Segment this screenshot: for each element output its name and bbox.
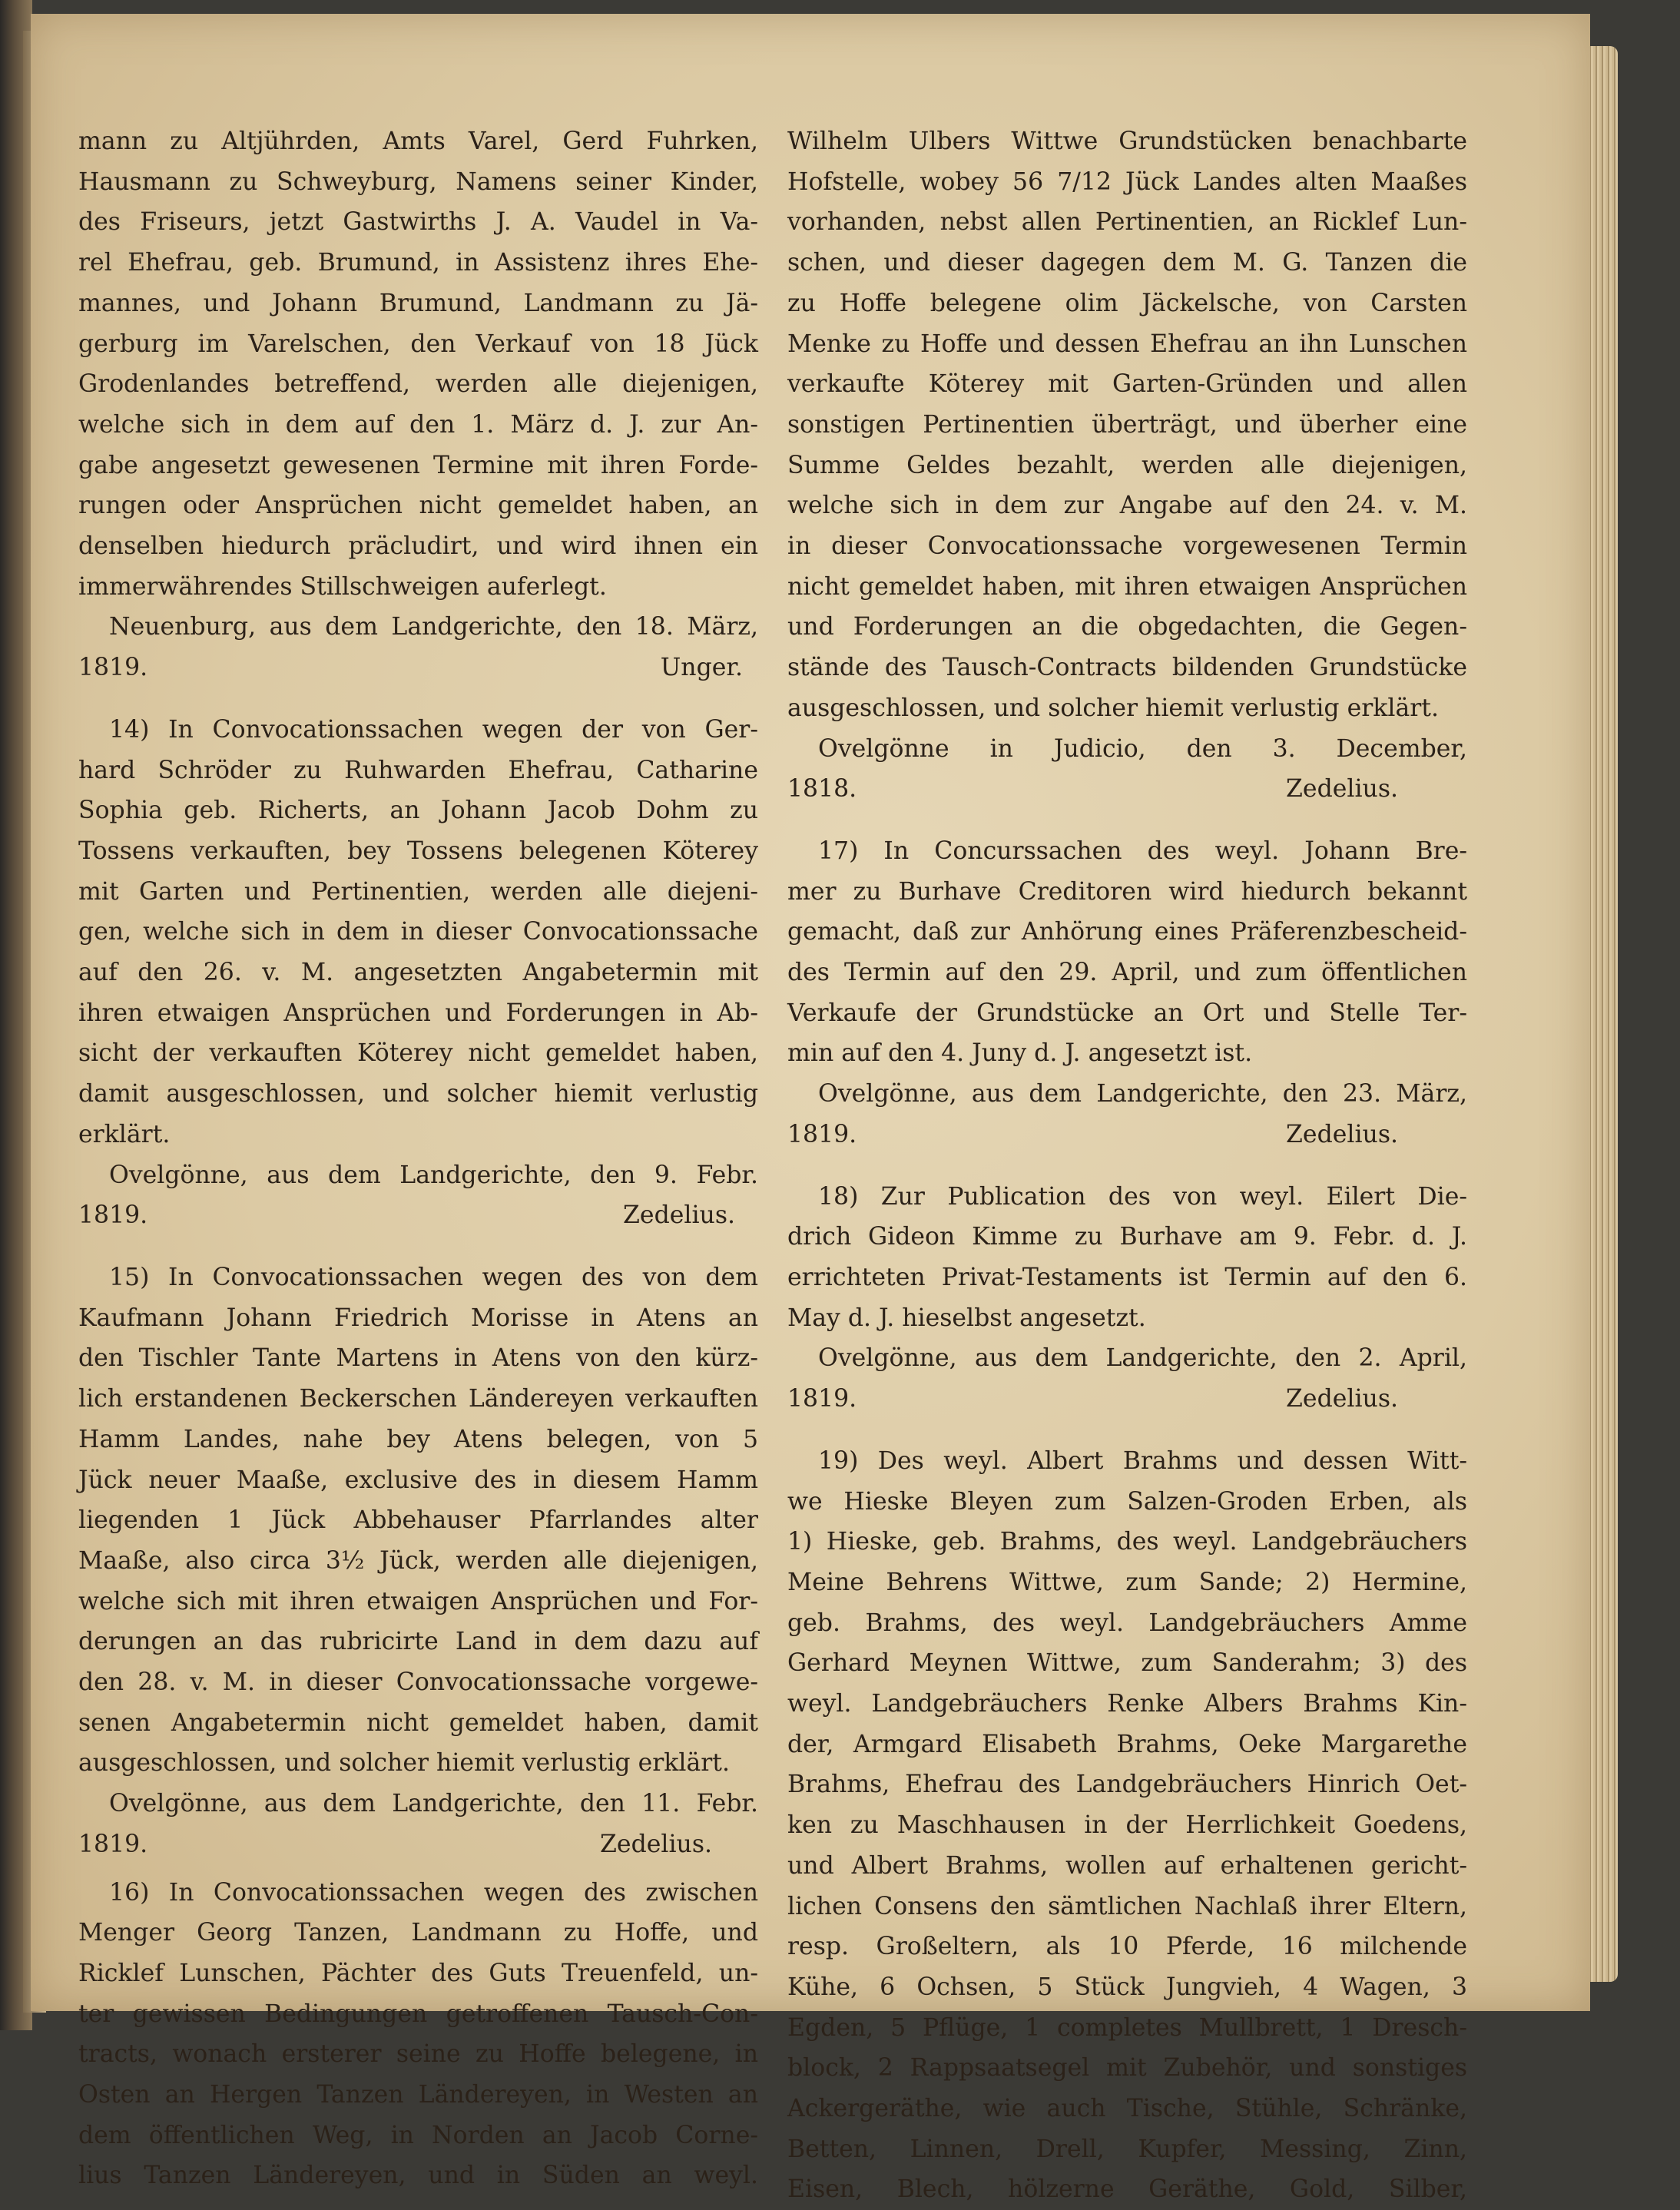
notice-18 xyxy=(787,1177,1467,1420)
text-line: Kaufmann Johann Friedrich Morisse in Atens an xyxy=(78,1304,758,1332)
text-line: in dieser Convocationssache vorgewesenen Termin xyxy=(787,532,1467,561)
text-line: Menger Georg Tanzen, Landmann zu Hoffe, und xyxy=(78,1919,758,1947)
place-date-line: Ovelgönne, aus dem Landgerichte, den 2. April, xyxy=(818,1344,1467,1373)
text-line: ken zu Maschhausen in der Herrlichkeit Goedens, xyxy=(787,1811,1467,1840)
text-line: weyl. Landgebräuchers Renke Albers Brahms Kin- xyxy=(787,1690,1467,1718)
text-line: ausgeschlossen, und solcher hiemit verlustig erklärt. xyxy=(787,694,1439,722)
text-line: gabe angesetzt gewesenen Termine mit ihren Forde- xyxy=(78,451,758,479)
text-line: Jück neuer Maaße, exclusive des in diesem Hamm xyxy=(78,1466,758,1494)
text-line: 15) In Convocationssachen wegen des von dem xyxy=(109,1263,758,1291)
text-line: Egden, 5 Pflüge, 1 completes Mullbrett, 1 Dresch- xyxy=(787,2013,1467,2042)
text-line: 19) Des weyl. Albert Brahms und dessen Witt- xyxy=(818,1446,1467,1475)
notice-16-continued xyxy=(787,121,1467,810)
text-line: Brahms, Ehefrau des Landgebräuchers Hinrich Oet- xyxy=(787,1771,1467,1799)
text-line: Grodenlandes betreffend, werden alle diejenigen, xyxy=(78,370,758,399)
text-line: May d. J. hieselbst angesetzt. xyxy=(787,1304,1146,1332)
year: 1819. xyxy=(78,1201,148,1230)
text-line: zu Hoffe belegene olim Jäckelsche, von Carsten xyxy=(787,289,1467,317)
text-line: Kühe, 6 Ochsen, 5 Stück Jungvieh, 4 Wagen, 3 xyxy=(787,1973,1467,2001)
text-line: des Friseurs, jetzt Gastwirths J. A. Vaudel in Va- xyxy=(78,208,758,237)
text-line: drich Gideon Kimme zu Burhave am 9. Febr. d. J. xyxy=(787,1223,1467,1251)
text-line: we Hieske Bleyen zum Salzen-Groden Erben, als xyxy=(787,1487,1467,1516)
text-line: lich erstandenen Beckerschen Ländereyen verkauften xyxy=(78,1385,758,1413)
place-date-line: Ovelgönne, aus dem Landgerichte, den 9. Febr. xyxy=(109,1161,758,1189)
document-page xyxy=(31,14,1590,2204)
notice-16 xyxy=(78,1873,758,2197)
text-line: Eisen, Blech, hölzerne Geräthe, Gold, Silber, xyxy=(787,2175,1467,2204)
text-line: ausgeschlossen, und solcher hiemit verlustig erklärt. xyxy=(78,1749,730,1778)
text-line: senen Angabetermin nicht gemeldet haben, damit xyxy=(78,1708,758,1737)
text-line: 1) Hieske, geb. Brahms, des weyl. Landgebräuchers xyxy=(787,1528,1467,1556)
signature-line xyxy=(78,1824,758,1865)
text-line: Maaße, also circa 3½ Jück, werden alle diejenigen, xyxy=(78,1546,758,1575)
text-line: sicht der verkauften Köterey nicht gemeldet haben, xyxy=(78,1039,758,1068)
signature-line xyxy=(78,1195,758,1236)
text-line: rel Ehefrau, geb. Brumund, in Assistenz ihres Ehe- xyxy=(78,249,758,277)
place-date-line: Ovelgönne in Judicio, den 3. December, xyxy=(818,734,1467,763)
notice-14 xyxy=(78,710,758,1236)
text-line: Sophia geb. Richerts, an Johann Jacob Dohm zu xyxy=(78,797,758,825)
year: 1819. xyxy=(78,1830,148,1858)
text-line: den 28. v. M. in dieser Convocationssache vorgewe- xyxy=(78,1668,758,1697)
text-line: 18) Zur Publication des von weyl. Eilert Die- xyxy=(818,1182,1467,1211)
text-line: lichen Consens den sämtlichen Nachlaß ihrer Eltern, xyxy=(787,1892,1467,1920)
text-line: block, 2 Rappsaatsegel mit Zubehör, und sonstiges xyxy=(787,2054,1467,2082)
signature-line xyxy=(78,648,758,688)
text-line: liegenden 1 Jück Abbehauser Pfarrlandes alter xyxy=(78,1506,758,1535)
signature-line xyxy=(787,769,1467,810)
signer: Zedelius. xyxy=(600,1830,712,1858)
text-line: 14) In Convocationssachen wegen der von Ger- xyxy=(109,715,758,744)
text-line: mann zu Altjührden, Amts Varel, Gerd Fuhrken, xyxy=(78,128,758,155)
text-line: ihren etwaigen Ansprüchen und Forderungen in Ab- xyxy=(78,999,758,1027)
text-line: welche sich in dem auf den 1. März d. J. zur An- xyxy=(78,410,758,439)
text-line: Hofstelle, wobey 56 7/12 Jück Landes alten Maaßes xyxy=(787,167,1467,196)
place-date-line: Ovelgönne, aus dem Landgerichte, den 23. März, xyxy=(818,1080,1467,1108)
text-line: 17) In Concurssachen des weyl. Johann Bre- xyxy=(818,837,1467,865)
right-column xyxy=(787,121,1467,2210)
text-line: Betten, Linnen, Drell, Kupfer, Messing, Zinn, xyxy=(787,2135,1467,2163)
text-line: Summe Geldes bezahlt, werden alle diejenigen, xyxy=(787,451,1467,479)
text-line: Hamm Landes, nahe bey Atens belegen, von 5 xyxy=(78,1425,758,1453)
notice-17 xyxy=(787,831,1467,1155)
text-line: stände des Tausch-Contracts bildenden Grundstücke xyxy=(787,654,1467,682)
text-line: erklärt. xyxy=(78,1120,171,1148)
text-line: mannes, und Johann Brumund, Landmann zu Jä- xyxy=(78,289,758,317)
text-line: tracts, wonach ersterer seine zu Hoffe belegene, in xyxy=(78,2040,758,2069)
text-line: schen, und dieser dagegen dem M. G. Tanzen die xyxy=(787,249,1467,277)
text-line: welche sich mit ihren etwaigen Ansprüchen und For- xyxy=(78,1587,758,1615)
signer: Zedelius. xyxy=(1286,775,1398,803)
notice-13-continued xyxy=(78,121,758,688)
text-line: mit Garten und Pertinentien, werden alle diejeni- xyxy=(78,877,758,906)
text-line: denselben hiedurch präcludirt, und wird ihnen ein xyxy=(78,532,758,561)
text-line: Osten an Hergen Tanzen Ländereyen, in Westen an xyxy=(78,2081,758,2109)
signature-line xyxy=(787,1379,1467,1420)
text-line: und Albert Brahms, wollen auf erhaltenen gericht- xyxy=(787,1851,1467,1880)
text-line: welche sich in dem zur Angabe auf den 24. v. M. xyxy=(787,492,1467,520)
page-stack-edge xyxy=(1587,46,1618,1982)
text-line: auf den 26. v. M. angesetzten Angabetermin mit xyxy=(78,959,758,987)
text-line: Wilhelm Ulbers Wittwe Grundstücken benachbarte xyxy=(787,128,1467,155)
text-line: hard Schröder zu Ruhwarden Ehefrau, Catharine xyxy=(78,756,758,784)
text-line: verkaufte Köterey mit Garten-Gründen und allen xyxy=(787,370,1467,399)
place-date-line: Neuenburg, aus dem Landgerichte, den 18. März, xyxy=(109,613,758,641)
text-line: Ricklef Lunschen, Pächter des Guts Treuenfeld, un- xyxy=(78,1959,758,1987)
text-line: ter gewissen Bedingungen getroffenen Tausch-Con- xyxy=(78,2000,758,2028)
text-line: Gerhard Meynen Wittwe, zum Sanderahm; 3) des xyxy=(787,1649,1467,1678)
text-line: des Termin auf den 29. April, und zum öffentlichen xyxy=(787,959,1467,987)
text-line: damit ausgeschlossen, und solcher hiemit verlustig xyxy=(78,1080,758,1108)
text-line: geb. Brahms, des weyl. Landgebräuchers Amme xyxy=(787,1609,1467,1637)
signer: Zedelius. xyxy=(1286,1120,1398,1148)
text-line: resp. Großeltern, als 10 Pferde, 16 milchende xyxy=(787,1933,1467,1961)
year: 1819. xyxy=(787,1120,857,1148)
text-line: der, Armgard Elisabeth Brahms, Oeke Margarethe xyxy=(787,1730,1467,1758)
signature-line xyxy=(787,1115,1467,1155)
signer: Unger. xyxy=(660,654,743,682)
year: 1819. xyxy=(787,1385,857,1413)
text-line: lius Tanzen Ländereyen, und in Süden an weyl. xyxy=(78,2162,758,2190)
text-line: dem öffentlichen Weg, in Norden an Jacob Corne- xyxy=(78,2121,758,2149)
text-line: den Tischler Tante Martens in Atens von den kürz- xyxy=(78,1344,758,1373)
text-line: und Forderungen an die obgedachten, die Gegen- xyxy=(787,613,1467,641)
notice-19 xyxy=(787,1441,1467,2210)
text-line: errichteten Privat-Testaments ist Termin auf den 6. xyxy=(787,1263,1467,1291)
year: 1819. xyxy=(78,654,148,682)
text-line: gemacht, daß zur Anhörung eines Präferenzbescheid- xyxy=(787,918,1467,946)
text-line: nicht gemeldet haben, mit ihren etwaigen Ansprüchen xyxy=(787,572,1467,601)
text-line: rungen oder Ansprüchen nicht gemeldet haben, an xyxy=(78,492,758,520)
text-line: Verkaufe der Grundstücke an Ort und Stelle Ter- xyxy=(787,999,1467,1027)
text-line: gerburg im Varelschen, den Verkauf von 18 Jück xyxy=(78,330,758,358)
signer: Zedelius. xyxy=(1286,1385,1398,1413)
text-line: vorhanden, nebst allen Pertinentien, an Ricklef Lun- xyxy=(787,208,1467,237)
place-date-line: Ovelgönne, aus dem Landgerichte, den 11. Febr. xyxy=(109,1790,758,1818)
text-line: Hausmann zu Schweyburg, Namens seiner Kinder, xyxy=(78,167,758,196)
text-line: gen, welche sich in dem in dieser Convocationssache xyxy=(78,918,758,946)
notice-15 xyxy=(78,1257,758,1865)
text-line: Ackergeräthe, wie auch Tische, Stühle, Schränke, xyxy=(787,2095,1467,2123)
text-line: immerwährendes Stillschweigen auferlegt. xyxy=(78,572,607,601)
text-line: Menke zu Hoffe und dessen Ehefrau an ihn Lunschen xyxy=(787,330,1467,358)
left-column xyxy=(78,121,758,2196)
text-line: min auf den 4. Juny d. J. angesetzt ist. xyxy=(787,1039,1253,1068)
signer: Zedelius. xyxy=(623,1201,735,1230)
text-line: Meine Behrens Wittwe, zum Sande; 2) Hermine, xyxy=(787,1568,1467,1596)
text-line: 16) In Convocationssachen wegen des zwischen xyxy=(109,1878,758,1907)
year: 1818. xyxy=(787,775,857,803)
text-line: derungen an das rubricirte Land in dem dazu auf xyxy=(78,1628,758,1656)
text-line: Tossens verkauften, bey Tossens belegenen Köterey xyxy=(78,837,758,865)
text-line: mer zu Burhave Creditoren wird hiedurch bekannt xyxy=(787,877,1467,906)
text-line: sonstigen Pertinentien überträgt, und überher eine xyxy=(787,410,1467,439)
